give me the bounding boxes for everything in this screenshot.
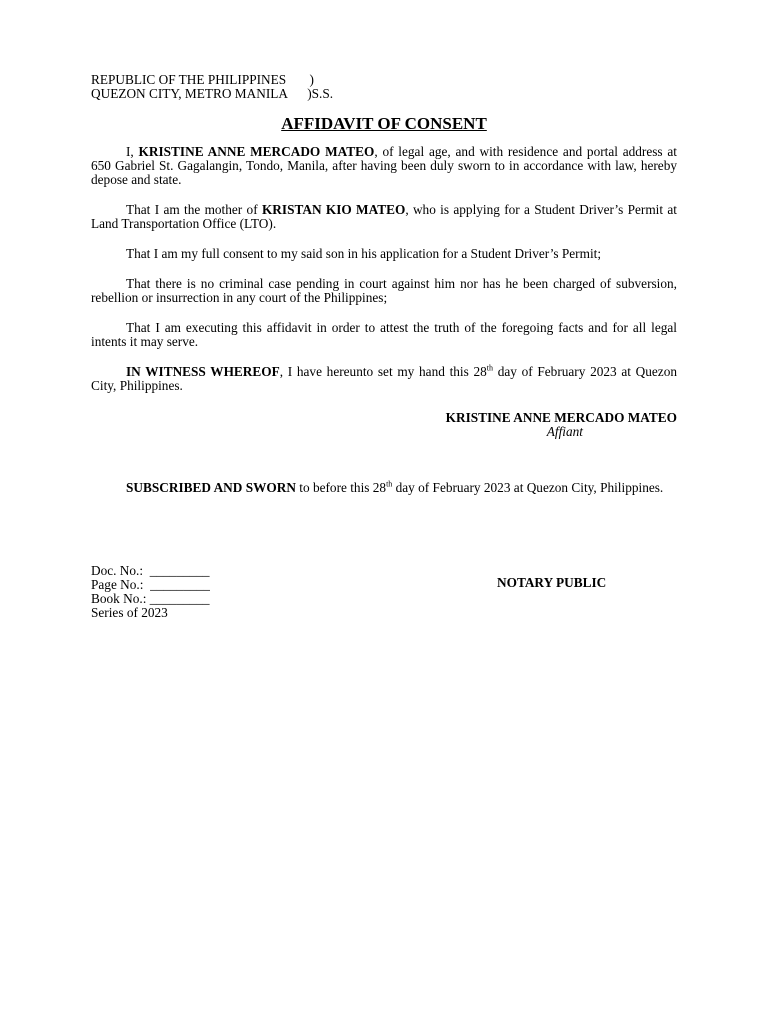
paragraph-purpose: That I am executing this affidavit in order to attest the truth of the foregoing facts and for all legal intents it may serve. <box>91 320 677 349</box>
signature-role: Affiant <box>546 424 583 439</box>
venue-line-republic: REPUBLIC OF THE PHILIPPINES ) <box>91 72 314 87</box>
paragraph-subscribed <box>91 481 677 495</box>
signature-block <box>340 411 677 439</box>
paragraph-identity <box>91 145 677 187</box>
subscribed-mid: to before this 28 <box>295 480 387 495</box>
document-title: AFFIDAVIT OF CONSENT <box>281 114 487 133</box>
paragraph-identity-pre: I, <box>126 144 139 159</box>
affidavit-body <box>91 145 677 393</box>
witness-sup: th <box>486 363 494 373</box>
witness-mid: , I have hereunto set my hand this 28 <box>279 364 487 379</box>
signature-name: KRISTINE ANNE MERCADO MATEO <box>445 410 677 425</box>
paragraph-consent: That I am my full consent to my said son in his application for a Student Driver’s Permit; <box>126 246 602 261</box>
venue-line-city: QUEZON CITY, METRO MANILA )S.S. <box>91 86 334 101</box>
series-line: Series of 2023 <box>91 605 168 620</box>
venue-block <box>91 73 333 101</box>
subscribed-lead: SUBSCRIBED AND SWORN <box>126 480 296 495</box>
subscribed-post: day of February 2023 at Quezon City, Philippines. <box>392 480 664 495</box>
witness-lead: IN WITNESS WHEREOF <box>126 364 280 379</box>
book-no-line: Book No.: _________ <box>91 591 210 606</box>
paragraph-identity-post: , of legal age, and with residence and portal address at 650 Gabriel St. Gagalangin, Tondo, Manila, after having been duly sworn to in accordance with law, hereby depose and state. <box>91 144 677 187</box>
paragraph-mother <box>91 203 677 231</box>
page-no-line: Page No.: _________ <box>91 577 210 592</box>
notary-public-label: NOTARY PUBLIC <box>497 575 607 590</box>
doc-no-line: Doc. No.: _________ <box>91 563 210 578</box>
paragraph-witness <box>91 365 677 393</box>
witness-post: day of February 2023 at Quezon City, Philippines. <box>91 364 677 393</box>
paragraph-mother-post: , who is applying for a Student Driver’s Permit at Land Transportation Office (LTO). <box>91 202 677 231</box>
subscribed-sup: th <box>386 479 393 489</box>
paragraph-no-case: That there is no criminal case pending in court against him nor has he been charged of subversion, rebellion or insurrection in any court of the Philippines; <box>91 276 677 305</box>
son-name: KRISTAN KIO MATEO <box>261 202 406 217</box>
affiant-name: KRISTINE ANNE MERCADO MATEO <box>138 144 375 159</box>
paragraph-mother-pre: That I am the mother of <box>126 202 262 217</box>
notarial-register <box>91 564 210 620</box>
